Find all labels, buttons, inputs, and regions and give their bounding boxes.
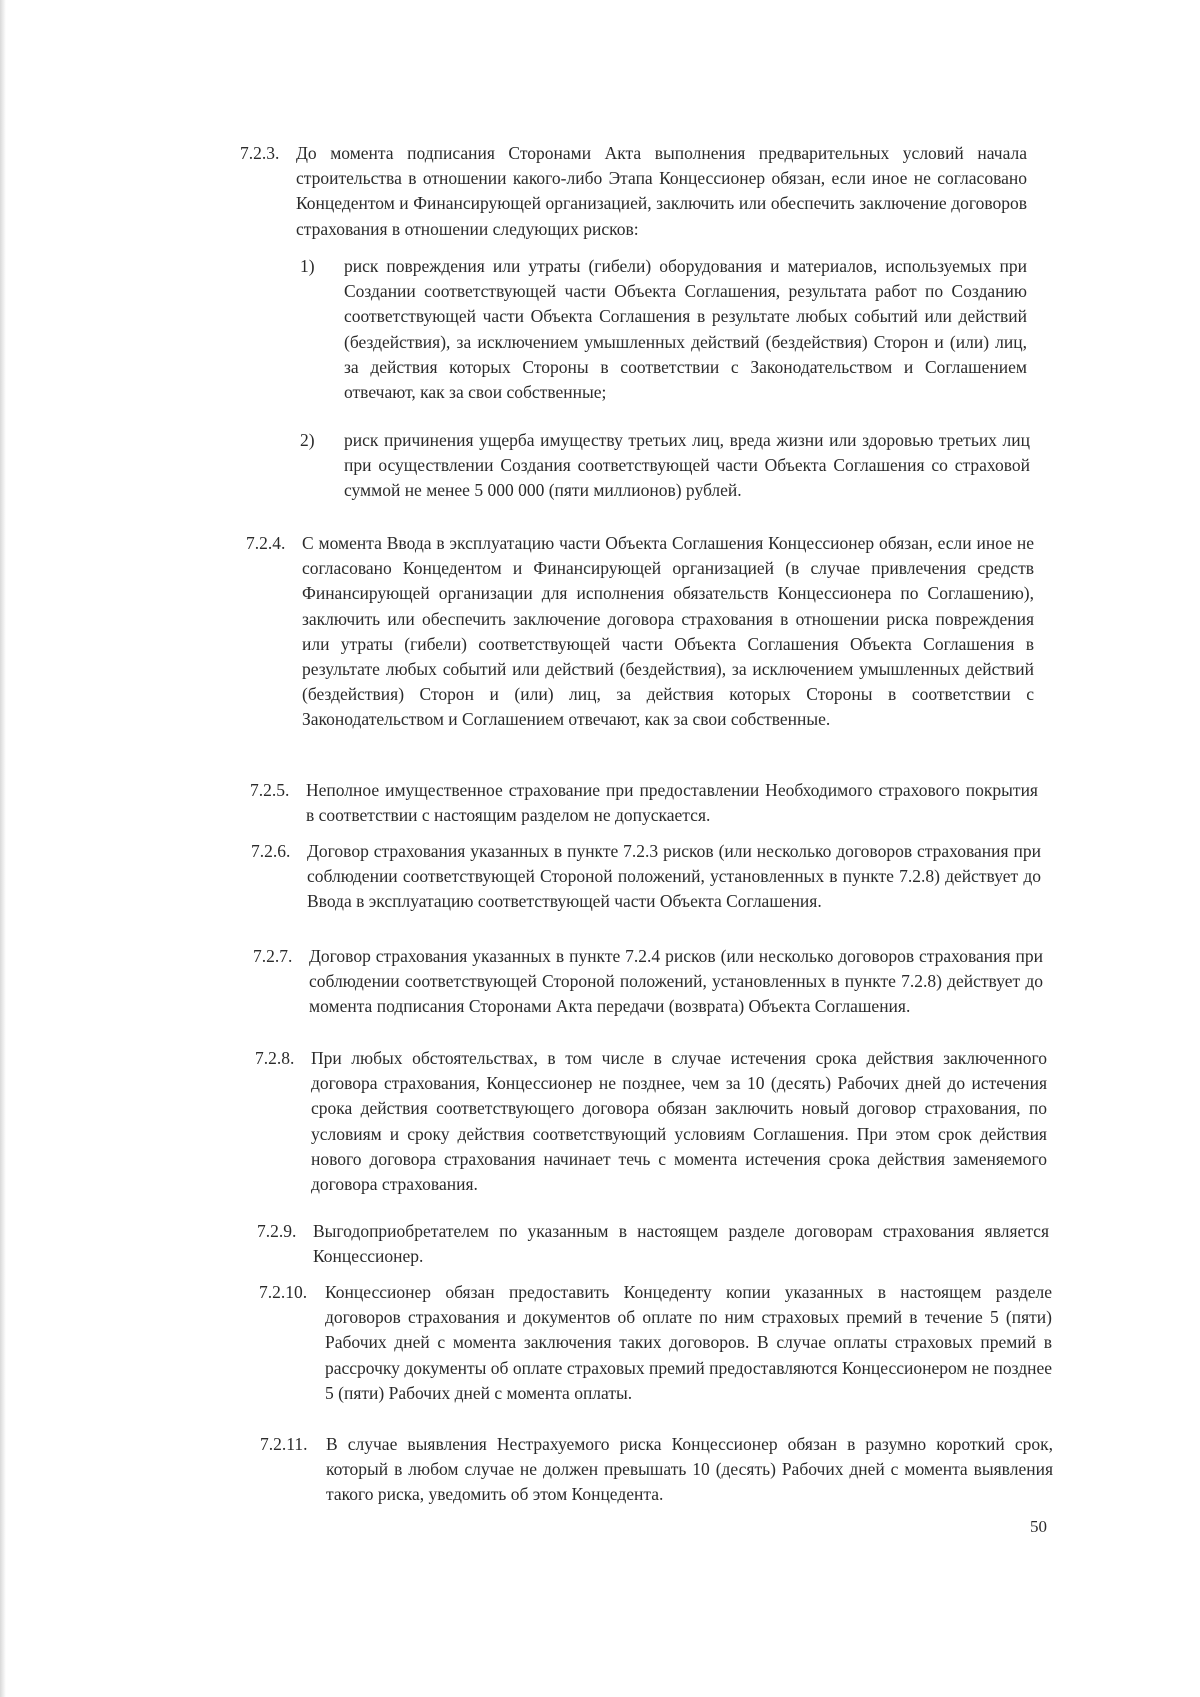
clause-7-2-4 (246, 531, 1034, 733)
list-item-2 (300, 428, 1030, 504)
list-item-number: 1) (300, 256, 315, 276)
clause-text: В случае выявления Нестрахуемого риска Концессионер обязан в разумно короткий срок, который в любом случае не должен превышать 10 (десять) Рабочих дней с момента выявления такого риска, уведомить об этом Концедента. (326, 1434, 1053, 1505)
list-item-1 (300, 254, 1027, 405)
clause-text: До момента подписания Сторонами Акта выполнения предварительных условий начала строительства в отношении какого-либо Этапа Концессионер обязан, если иное не согласовано Концедентом и Финансирующей организацией, заключить или обеспечить заключение договоров страхования в отношении следующих рисков: (296, 143, 1027, 239)
clause-7-2-9 (257, 1219, 1049, 1269)
clause-text: При любых обстоятельствах, в том числе в случае истечения срока действия заключенного договора страхования, Концессионер не позднее, чем за 10 (десять) Рабочих дней до истечения срока действия соответствующего договора обязан заключить новый договор страхования, по условиям и сроку действия соответствующий условиям Соглашения. При этом срок действия нового договора страхования начинает течь с момента истечения срока действия заменяемого договора страхования. (311, 1048, 1047, 1195)
clause-7-2-11 (260, 1432, 1053, 1508)
list-item-number: 2) (300, 430, 315, 450)
list-item-text: риск причинения ущерба имуществу третьих лиц, вреда жизни или здоровью третьих лиц при осуществлении Создания соответствующей части Объекта Соглашения со страховой суммой не менее 5 000 000 (пяти миллионов) рублей. (344, 430, 1030, 501)
clause-text: Неполное имущественное страхование при предоставлении Необходимого страхового покрытия в соответствии с настоящим разделом не допускается. (306, 780, 1038, 826)
clause-text: Договор страхования указанных в пункте 7.2.3 рисков (или несколько договоров страхования при соблюдении соответствующей Стороной положений, установленных в пункте 7.2.8) действует до Ввода в эксплуатацию соответствующей части Объекта Соглашения. (307, 841, 1041, 912)
clause-number: 7.2.11. (260, 1434, 308, 1454)
page-number: 50 (1030, 1517, 1047, 1536)
clause-7-2-7 (253, 944, 1043, 1020)
clause-number: 7.2.3. (240, 143, 280, 163)
clause-7-2-6 (251, 839, 1041, 915)
scan-edge-shadow (0, 0, 6, 1697)
clause-number: 7.2.10. (259, 1282, 308, 1302)
clause-number: 7.2.5. (250, 780, 290, 800)
clause-number: 7.2.4. (246, 533, 286, 553)
clause-number: 7.2.6. (251, 841, 291, 861)
list-item-text: риск повреждения или утраты (гибели) оборудования и материалов, используемых при Создании соответствующей части Объекта Соглашения, результата работ по Созданию соответствующей части Объекта Соглашения в результате любых событий или действий (бездействия), за исключением умышленных действий (бездействия) Сторон и (или) лиц, за действия которых Стороны в соответствии с Законодательством и Соглашением отвечают, как за свои собственные; (344, 256, 1027, 403)
clause-text: Договор страхования указанных в пункте 7.2.4 рисков (или несколько договоров страхования при соблюдении соответствующей Стороной положений, установленных в пункте 7.2.8) действует до момента подписания Сторонами Акта передачи (возврата) Объекта Соглашения. (309, 946, 1043, 1017)
clause-7-2-5 (250, 778, 1038, 828)
clause-7-2-10 (259, 1280, 1052, 1406)
clause-text: С момента Ввода в эксплуатацию части Объекта Соглашения Концессионер обязан, если иное не согласовано Концедентом и Финансирующей организацией (в случае привлечения средств Финансирующей организации для исполнения обязательств Концессионера по Соглашению), заключить или обеспечить заключение договора страхования в отношении риска повреждения или утраты (гибели) соответствующей части Объекта Соглашения Объекта Соглашения в результате любых событий или действий (бездействия), за исключением умышленных действий (бездействия) Сторон и (или) лиц, за действия которых Стороны в соответствии с Законодательством и Соглашением отвечают, как за свои собственные. (302, 533, 1034, 730)
clause-number: 7.2.8. (255, 1048, 295, 1068)
clause-text: Выгодоприобретателем по указанным в настоящем разделе договорам страхования является Концессионер. (313, 1221, 1049, 1267)
clause-7-2-8 (255, 1046, 1047, 1197)
clause-number: 7.2.7. (253, 946, 293, 966)
clause-text: Концессионер обязан предоставить Концеденту копии указанных в настоящем разделе договоров страхования и документов об оплате по ним страховых премий в течение 5 (пяти) Рабочих дней с момента заключения таких договоров. В случае оплаты страховых премий в рассрочку документы об оплате страховых премий предоставляются Концессионером не позднее 5 (пяти) Рабочих дней с момента оплаты. (325, 1282, 1052, 1403)
clause-number: 7.2.9. (257, 1221, 297, 1241)
clause-7-2-3 (240, 141, 1027, 242)
